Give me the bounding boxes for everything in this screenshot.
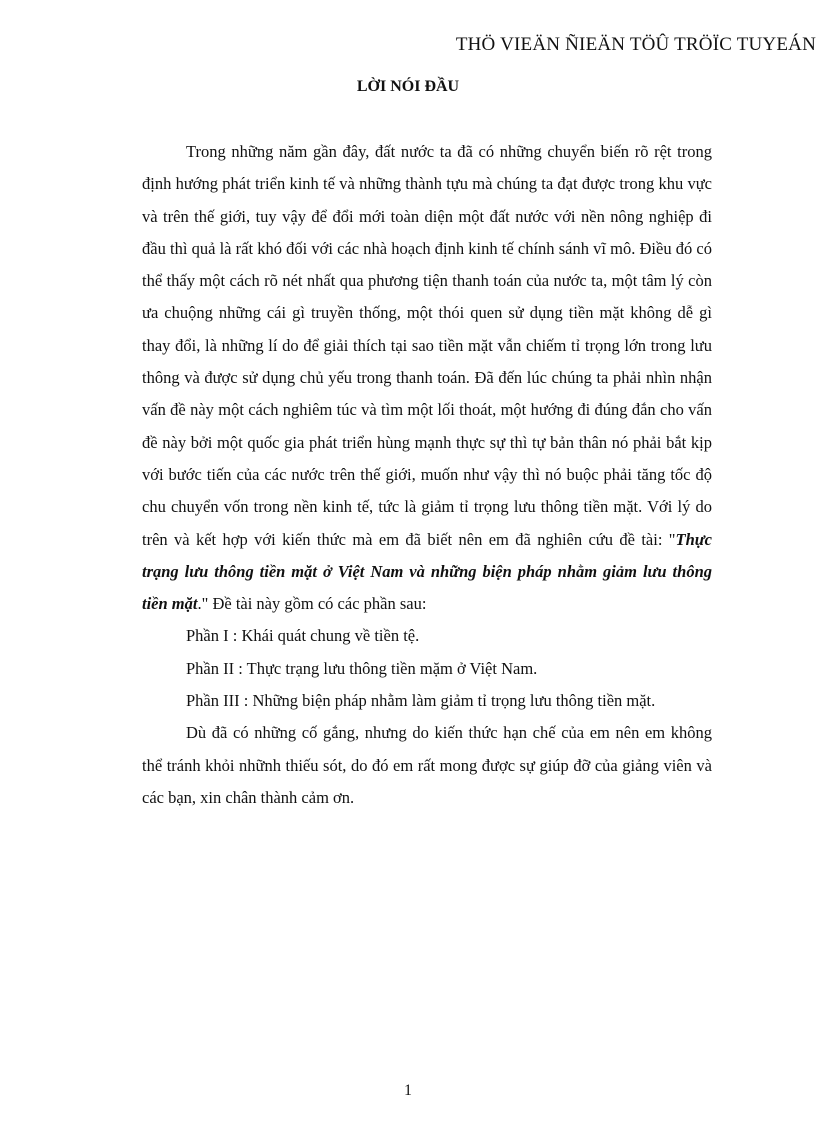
page-number: 1 <box>404 1082 412 1099</box>
topic-title: Thực trạng lưu thông tiền mặt ở Việt Nam và những biện pháp nhằm giảm lưu thông tiền mặt <box>142 529 712 614</box>
closing-paragraph: Dù đã có những cố gắng, nhưng do kiến thức hạn chế của em nên em không thể tránh khỏi nhữnh thiếu sót, do đó em rất mong được sự giúp đỡ của giảng viên và các bạn, xin chân thành cảm ơn. <box>142 723 712 807</box>
part-item-1: Phần I : Khái quát chung về tiền tệ. <box>186 626 420 646</box>
intro-paragraph <box>142 136 712 620</box>
intro-text-after: ." Đề tài này gồm có các phần sau: <box>197 594 427 614</box>
document-body <box>142 136 712 814</box>
page-title: LỜI NÓI ĐẦU <box>356 78 460 95</box>
part-item-2: Phần II : Thực trạng lưu thông tiền mặm ở Việt Nam. <box>186 658 538 678</box>
running-header: THÖ VIEÄN ÑIEÄN TÖÛ TRÖÏC TUYEÁN <box>455 34 816 55</box>
intro-text: Trong những năm gần đây, đất nước ta đã có những chuyển biến rõ rệt trong định hướng phát triển kinh tế và những thành tựu mà chúng ta đạt được trong khu vực và trên thế giới, tuy vậy để đổi mới toàn diện một đất nước với nền nông nghiệp đi đầu thì quả là rất khó đối với các nhà hoạch định kinh tế chính sánh vĩ mô. Điều đó có thể thấy một cách rõ nét nhất qua phương tiện thanh toán của nước ta, một tâm lý còn ưa chuộng những cái gì truyền thống, một thói quen sử dụng tiền mặt không dễ gì thay đổi, là những lí do để giải thích tại sao tiền mặt vẫn chiếm tỉ trọng lớn trong lưu thông và được sử dụng chủ yếu trong thanh toán. Đã đến lúc chúng ta phải nhìn nhận vấn đề này một cách nghiêm túc và tìm một lối thoát, một hướng đi đúng đắn cho vấn đề này bởi một quốc gia phát triển hùng mạnh thực sự thì tự bản thân nó phải bắt kịp với bước tiến của các nước trên thế giới, muốn như vậy thì nó buộc phải tăng tốc độ chu chuyển vốn trong nền kinh tế, tức là giảm tỉ trọng lưu thông tiền mặt. Với lý do trên và kết hợp với kiến thức mà em đã biết nên em đã nghiên cứu đề tài: " <box>142 142 712 549</box>
part-item-3: Phần III : Những biện pháp nhằm làm giảm tỉ trọng lưu thông tiền mặt. <box>186 691 656 711</box>
